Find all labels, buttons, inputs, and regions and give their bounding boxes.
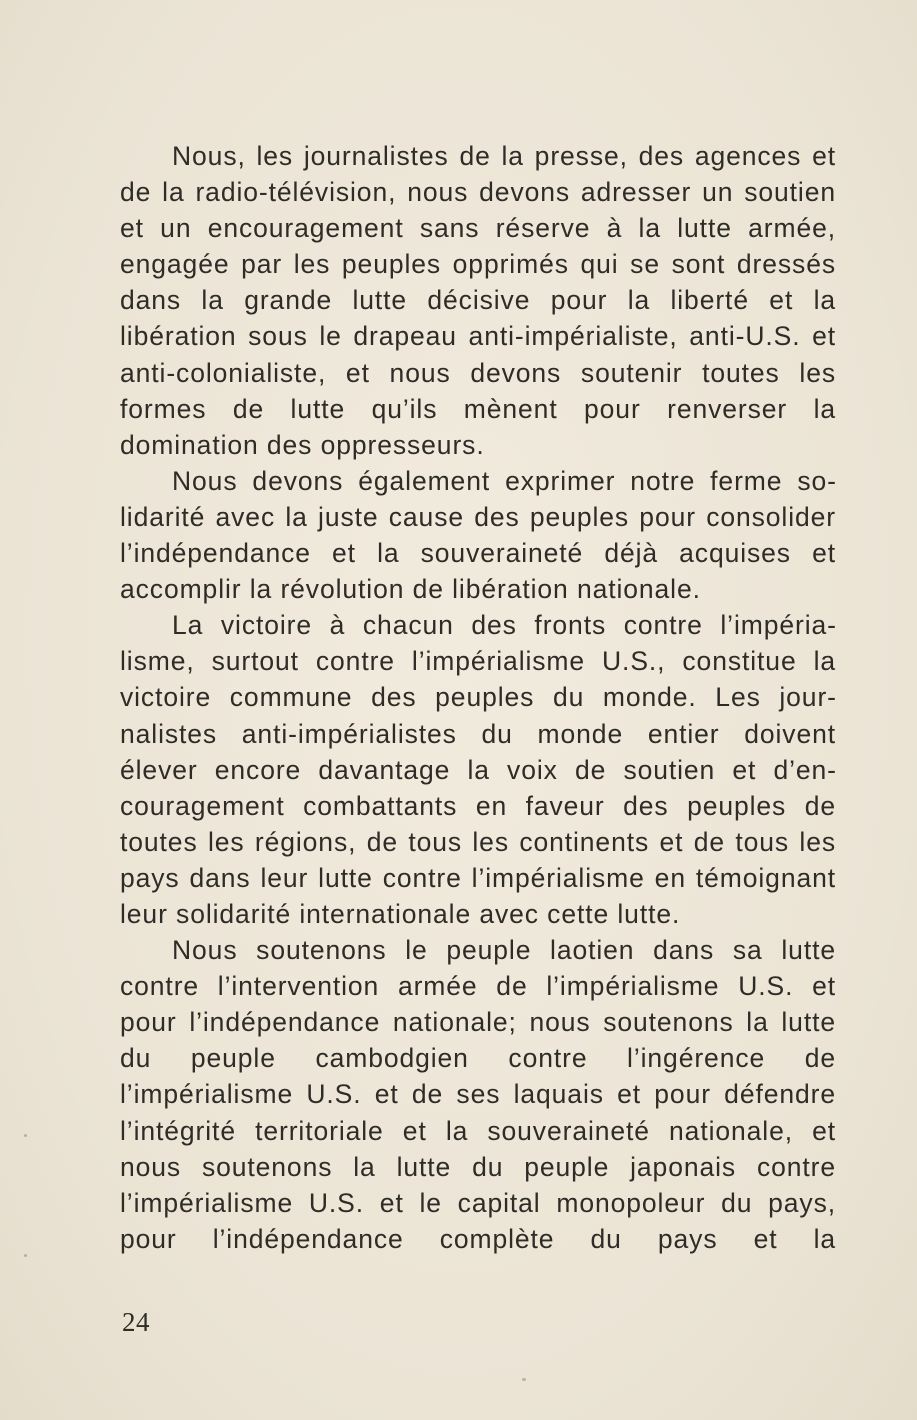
paragraph-3: La victoire à chacun des fronts contre l’impérialisme, surtout contre l’impérialisme U.S., constitue la victoire commune des peuples du monde. Les journalistes anti-impérialistes du monde entier doivent élever encore davantage la voix de soutien et d’encouragement combattants en faveur des peuples de toutes les régions, de tous les continents et de tous les pays dans leur lutte contre l’impérialisme en témoignant leur solidarité internationale avec cette lutte. xyxy=(120,610,836,929)
paragraph-1: Nous, les journalistes de la presse, des agences et de la radio-télévision, nous devons adresser un soutien et un encouragement sans réserve à la lutte armée, engagée par les peuples opprimés qui se sont dressés dans la grande lutte décisive pour la liberté et la libération sous le drapeau anti-impérialiste, anti-U.S. et anti-colonialiste, et nous devons soutenir toutes les formes de lutte qu’ils mènent pour renverser la domination des oppresseurs. xyxy=(120,141,836,460)
paper-speck xyxy=(24,1134,27,1137)
paragraph-2: Nous devons également exprimer notre ferme solidarité avec la juste cause des peuples pour consolider l’indépendance et la souveraineté déjà acquises et accomplir la révolution de libération nationale. xyxy=(120,465,836,605)
body-text xyxy=(120,138,836,1257)
page-number: 24 xyxy=(122,1307,150,1337)
paper-speck xyxy=(24,1254,27,1257)
paper-speck xyxy=(522,1378,526,1381)
paragraph-4: Nous soutenons le peuple laotien dans sa lutte contre l’intervention armée de l’impérialisme U.S. et pour l’indépendance nationale; nous soutenons la lutte du peuple cambodgien contre l’ingérence de l’impérialisme U.S. et de ses laquais et pour défendre l’intégrité territoriale et la souveraineté nationale, et nous soutenons la lutte du peuple japonais contre l’impérialisme U.S. et le capital monopoleur du pays, pour l’indépendance complète du pays et la xyxy=(120,935,836,1254)
